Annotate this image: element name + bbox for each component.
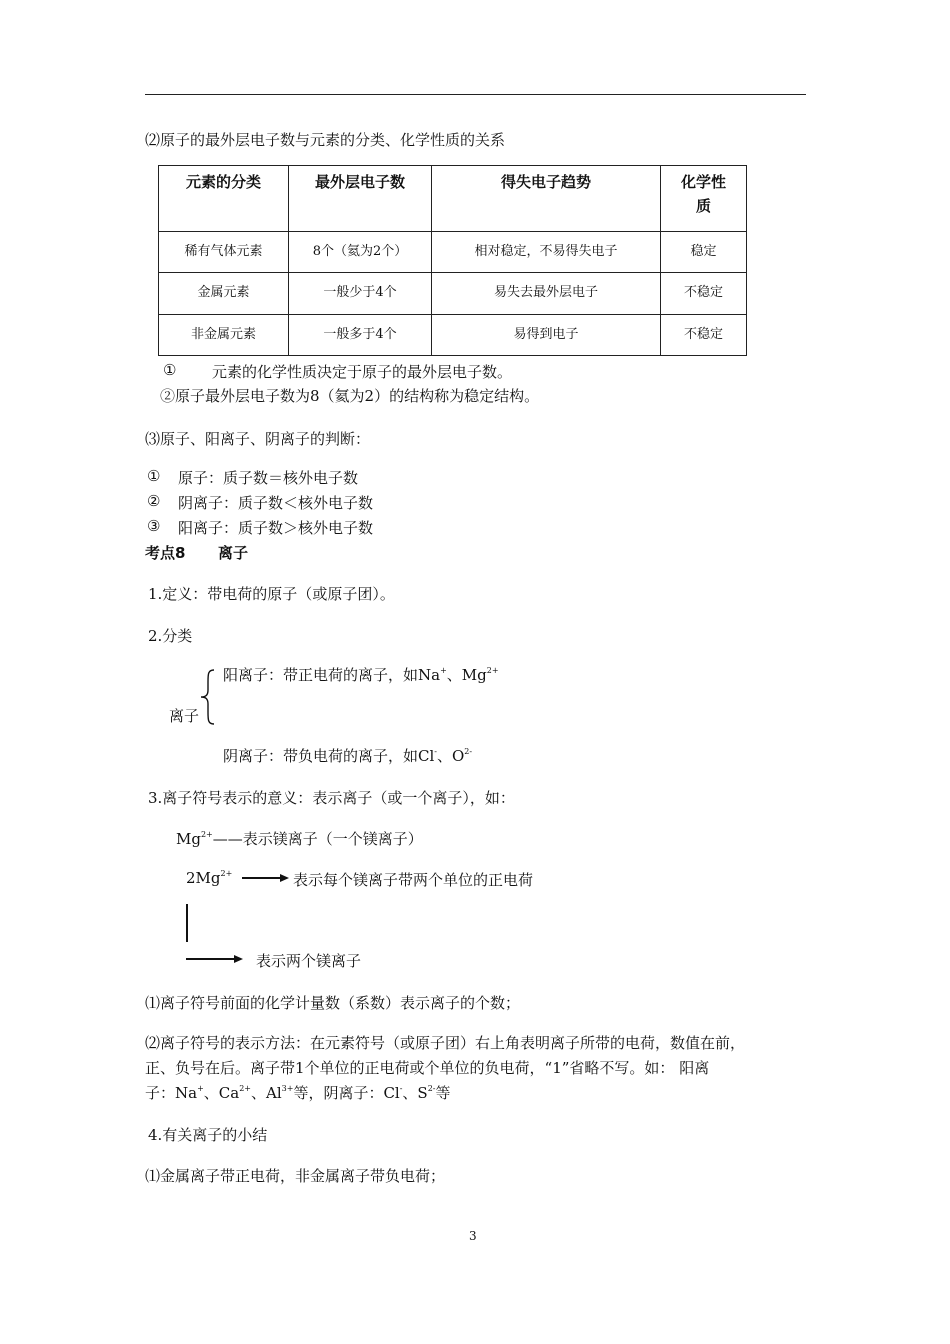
table-cell: 金属元素 xyxy=(159,273,289,315)
table-cell: 8个（氦为2个） xyxy=(289,232,432,273)
point-2-line-1: ⑵离子符号的表示方法：在元素符号（或原子团）右上角表明离子所带的电荷，数值在前， xyxy=(145,1034,746,1052)
summary-title: 4.有关离子的小结 xyxy=(148,1126,268,1144)
table-row xyxy=(159,232,747,273)
anion-text: 阴离子：带负电荷的离子，如Cl xyxy=(223,747,435,765)
meaning-title: 3.离子符号表示的意义：表示离子（或一个离子），如： xyxy=(148,789,515,807)
table-cell: 易失去最外层电子 xyxy=(432,273,661,315)
header-rule xyxy=(145,94,806,95)
arrow-right-icon xyxy=(234,955,243,963)
ion-text: 、Al xyxy=(251,1084,282,1102)
table-cell: 稳定 xyxy=(661,232,747,273)
arrow-1-text: 表示每个镁离子带两个单位的正电荷 xyxy=(293,871,534,889)
judgment-1-mark: ① xyxy=(147,467,161,485)
judgment-3-text: 阳离子：质子数＞核外电子数 xyxy=(178,519,374,537)
judgment-2-text: 阴离子：质子数＜核外电子数 xyxy=(178,494,374,512)
judgment-1-text: 原子：质子数＝核外电子数 xyxy=(178,469,359,487)
ion-sup: - xyxy=(399,1084,403,1093)
cation-sup: + xyxy=(440,666,447,675)
table-cell: 不稳定 xyxy=(661,315,747,356)
table-header-cell: 化学性质 xyxy=(661,166,747,232)
arrow-1-line xyxy=(242,877,280,879)
mg-text: ——表示镁离子（一个镁离子） xyxy=(212,830,423,848)
ion-sup: + xyxy=(197,1084,204,1093)
ion-text: 、S xyxy=(402,1084,428,1102)
note-1-text: 元素的化学性质决定于原子的最外层电子数。 xyxy=(212,363,513,381)
kaodian-label: 考点8 xyxy=(145,544,186,562)
table-header-cell: 最外层电子数 xyxy=(289,166,432,232)
table-row xyxy=(159,315,747,356)
mg-meaning xyxy=(176,828,423,849)
table-header-cell: 元素的分类 xyxy=(159,166,289,232)
section3-title: ⑶原子、阳离子、阴离子的判断： xyxy=(145,430,371,448)
table-cell: 稀有气体元素 xyxy=(159,232,289,273)
two-mg-text: 2Mg xyxy=(186,869,221,887)
anion-sup: - xyxy=(434,747,437,756)
table-cell: 相对稳定，不易得失电子 xyxy=(432,232,661,273)
table-cell: 不稳定 xyxy=(661,273,747,315)
anion-definition xyxy=(223,745,472,766)
section2-title: ⑵原子的最外层电子数与元素的分类、化学性质的关系 xyxy=(145,131,506,149)
judgment-3-mark: ③ xyxy=(147,517,161,535)
judgment-2-mark: ② xyxy=(147,492,161,510)
cation-text: 阳离子：带正电荷的离子，如Na xyxy=(223,666,441,684)
table-row xyxy=(159,273,747,315)
kaodian-title: 离子 xyxy=(218,544,249,562)
classification-root: 离子 xyxy=(169,707,200,725)
ion-sup: 2+ xyxy=(239,1084,251,1093)
summary-1: ⑴金属离子带正电荷，非金属离子带负电荷； xyxy=(145,1167,446,1185)
two-mg-sup: 2+ xyxy=(220,869,233,878)
arrow-2-line xyxy=(186,958,234,960)
table-header-cell: 得失电子趋势 xyxy=(432,166,661,232)
cation-definition xyxy=(223,664,499,685)
ion-text: 等，阴离子：Cl xyxy=(293,1084,400,1102)
table-header-row xyxy=(159,166,747,232)
ion-sup: 2- xyxy=(427,1084,436,1093)
table-cell: 一般多于4个 xyxy=(289,315,432,356)
mg-sup: 2+ xyxy=(200,830,213,839)
left-brace-icon xyxy=(198,668,218,726)
element-classification-table xyxy=(158,165,747,356)
ion-text: 、Ca xyxy=(203,1084,240,1102)
ion-text: 等 xyxy=(435,1084,451,1102)
table-cell: 易得到电子 xyxy=(432,315,661,356)
arrow-right-icon xyxy=(280,874,289,882)
two-mg-symbol xyxy=(186,869,232,887)
point-1: ⑴离子符号前面的化学计量数（系数）表示离子的个数； xyxy=(145,994,521,1012)
note-1-mark: ① xyxy=(163,361,177,379)
note-2: ②原子最外层电子数为8（氦为2）的结构称为稳定结构。 xyxy=(160,387,540,405)
anion-sep: 、O xyxy=(436,747,465,765)
table-cell: 非金属元素 xyxy=(159,315,289,356)
classification-title: 2.分类 xyxy=(148,627,193,645)
anion-sup: 2- xyxy=(464,747,473,756)
table-cell: 一般少于4个 xyxy=(289,273,432,315)
cation-sup: 2+ xyxy=(486,666,499,675)
ion-sup: 3+ xyxy=(281,1084,294,1093)
cation-sep: 、Mg xyxy=(446,666,487,684)
arrow-2-text: 表示两个镁离子 xyxy=(256,952,362,970)
ion-text: 子：Na xyxy=(145,1084,198,1102)
page-number: 3 xyxy=(469,1229,477,1243)
mg-symbol: Mg xyxy=(176,830,201,848)
point-2-line-3 xyxy=(145,1082,451,1103)
vertical-bracket-line xyxy=(186,904,188,942)
point-2-line-2: 正、负号在后。离子带1个单位的正电荷或个单位的负电荷，“1”省略不写。如： 阳离 xyxy=(145,1059,710,1077)
definition: 1.定义：带电荷的原子（或原子团）。 xyxy=(148,585,395,603)
